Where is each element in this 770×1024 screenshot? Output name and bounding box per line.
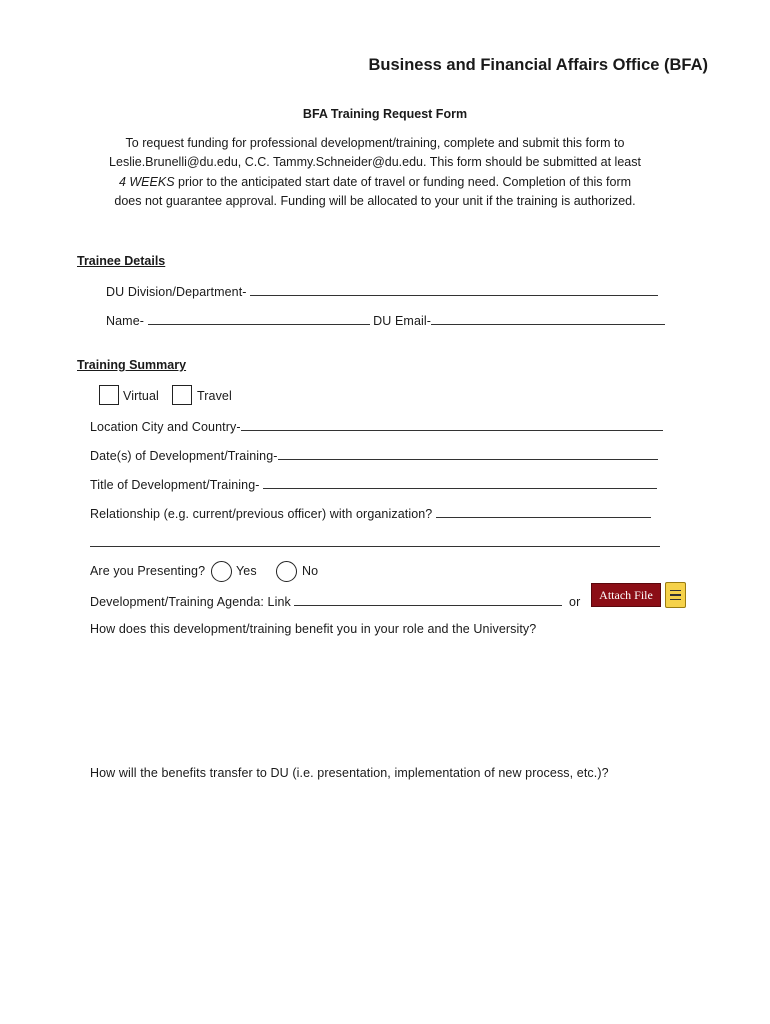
division-field[interactable] xyxy=(250,283,658,296)
transfer-question: How will the benefits transfer to DU (i.e. presentation, implementation of new process, etc.)? xyxy=(90,766,609,780)
division-row xyxy=(106,283,658,299)
training-title-field[interactable] xyxy=(263,476,657,489)
agenda-or-label: or xyxy=(565,595,581,609)
instructions-line-1: To request funding for professional development/training, complete and submit this form to xyxy=(125,136,625,150)
relationship-continuation-field[interactable] xyxy=(90,546,660,547)
instructions-line-3 xyxy=(95,173,655,192)
agenda-row xyxy=(90,593,580,609)
form-instructions xyxy=(95,134,655,211)
transfer-answer-area[interactable] xyxy=(90,786,660,916)
dates-row xyxy=(90,447,658,463)
deadline-emphasis: 4 WEEKS xyxy=(118,174,175,189)
relationship-field[interactable] xyxy=(436,505,651,518)
division-label: DU Division/Department- xyxy=(106,285,251,299)
attachment-list-icon[interactable] xyxy=(665,582,686,608)
attach-file-button[interactable]: Attach File xyxy=(591,583,661,607)
location-field[interactable] xyxy=(241,418,663,431)
agenda-link-field[interactable] xyxy=(294,593,562,606)
presenting-no-radio[interactable] xyxy=(276,561,297,582)
instructions-line-4: does not guarantee approval. Funding will be allocated to your unit if the training is authorized. xyxy=(114,193,636,208)
form-title: BFA Training Request Form xyxy=(302,107,468,121)
benefit-answer-area[interactable] xyxy=(90,642,660,757)
agenda-label: Development/Training Agenda: Link xyxy=(90,595,295,609)
relationship-row xyxy=(90,505,651,521)
attachment-icon-line xyxy=(670,590,681,592)
email-field[interactable] xyxy=(431,312,665,325)
presenting-no-label: No xyxy=(302,564,319,578)
dates-field[interactable] xyxy=(278,447,658,460)
instructions-line-2: Leslie.Brunelli@du.edu, C.C. Tammy.Schneider@du.edu. This form should be submitted at least xyxy=(109,155,641,170)
benefit-question: How does this development/training benefit you in your role and the University? xyxy=(90,622,537,636)
name-email-row xyxy=(106,312,665,328)
relationship-label: Relationship (e.g. current/previous officer) with organization? xyxy=(90,507,436,521)
email-label: DU Email- xyxy=(369,314,432,328)
name-label: Name- xyxy=(106,314,148,328)
travel-label: Travel xyxy=(197,389,232,403)
location-label: Location City and Country- xyxy=(90,420,241,434)
presenting-label: Are you Presenting? xyxy=(90,564,206,578)
attachment-icon-line xyxy=(670,599,681,601)
location-row xyxy=(90,418,663,434)
virtual-label: Virtual xyxy=(123,389,159,403)
dates-label: Date(s) of Development/Training- xyxy=(90,449,278,463)
presenting-yes-radio[interactable] xyxy=(211,561,232,582)
travel-checkbox[interactable] xyxy=(172,385,192,405)
name-field[interactable] xyxy=(148,312,370,325)
office-title: Business and Financial Affairs Office (BFA) xyxy=(368,56,708,74)
training-title-label: Title of Development/Training- xyxy=(90,478,264,492)
training-summary-heading: Training Summary xyxy=(77,358,187,372)
title-row xyxy=(90,476,657,492)
trainee-details-heading: Trainee Details xyxy=(77,254,166,268)
virtual-checkbox[interactable] xyxy=(99,385,119,405)
attachment-icon-line xyxy=(670,594,681,596)
instructions-line-3-rest: prior to the anticipated start date of travel or funding need. Completion of this form xyxy=(174,174,632,189)
presenting-yes-label: Yes xyxy=(236,564,257,578)
